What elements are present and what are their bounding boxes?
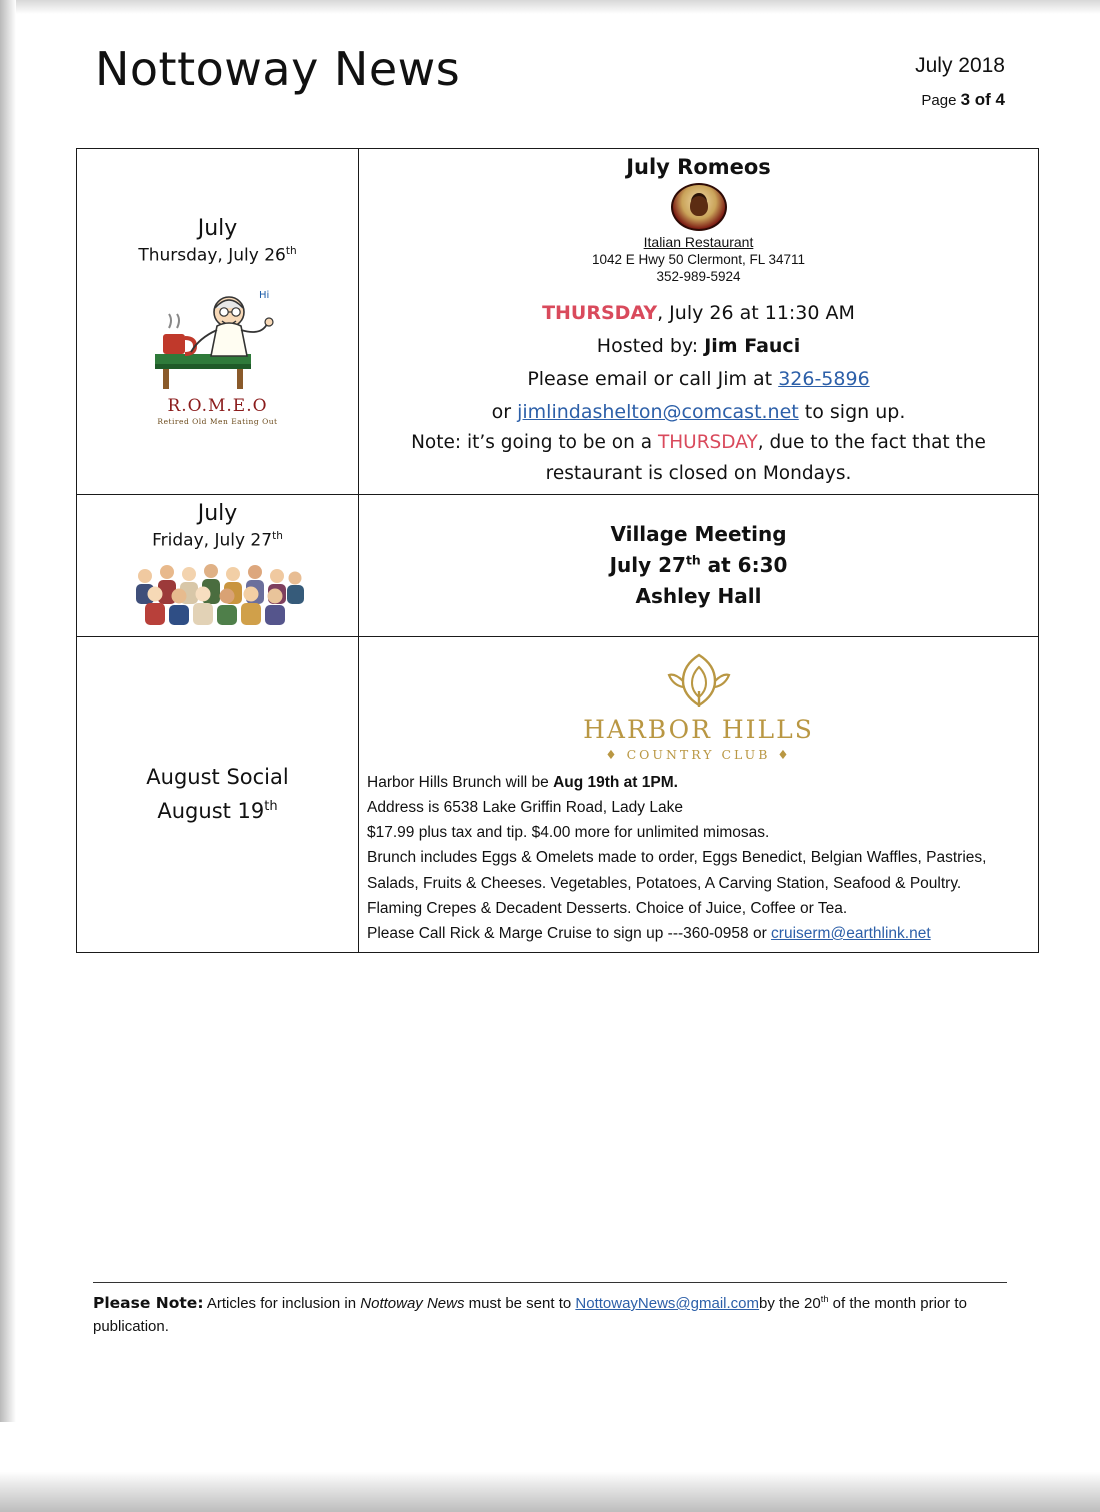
footer-italic-title: Nottoway News [360, 1295, 465, 1312]
harbor-hills-name: HARBOR HILLS [583, 715, 814, 745]
contact-text: Please email or call Jim at [527, 367, 773, 390]
harbor-hills-line [367, 770, 1030, 795]
table-row [77, 149, 1039, 495]
row2-day [85, 530, 350, 551]
row1-day-text: Thursday, July 26 [138, 246, 286, 267]
page-footer [93, 1282, 1007, 1339]
harbor-hills-details [367, 770, 1030, 946]
row2-content-cell [359, 494, 1039, 637]
contact-phone-link[interactable]: 326-5896 [778, 367, 870, 390]
restaurant-address: 1042 E Hwy 50 Clermont, FL 34711 [591, 252, 806, 267]
crowd-of-people-icon [123, 556, 313, 628]
village-date-suffix: th [685, 552, 701, 568]
restaurant-phone: 352-989-5924 [656, 269, 741, 284]
restaurant-name: Italian Restaurant [643, 234, 754, 250]
issue-info [915, 54, 1005, 110]
august-social-title: August Social [146, 764, 289, 789]
note-highlight: THURSDAY [657, 431, 758, 453]
laurel-wreath-icon [662, 647, 736, 713]
romeo-cartoon-icon [133, 276, 303, 396]
host-label: Hosted by: [596, 334, 699, 357]
note-text-1: Note: it’s going to be on a [411, 431, 653, 453]
row1-content-cell [359, 149, 1039, 495]
romeos-contact-email-line [367, 399, 1030, 426]
romeos-host-line [367, 333, 1030, 360]
romeo-acronym-expansion: Retired Old Men Eating Out [157, 417, 278, 427]
row2-day-suffix: th [272, 529, 283, 542]
contact-email-link[interactable]: jimlindashelton@comcast.net [517, 400, 799, 423]
scan-edge-left [0, 0, 16, 1512]
svg-text:Hi: Hi [258, 290, 269, 302]
harbor-hills-line [367, 845, 1030, 870]
restaurant-logo-icon [671, 183, 727, 231]
page-number [915, 90, 1005, 110]
row1-date-cell [77, 149, 359, 495]
host-name: Jim Fauci [704, 334, 801, 357]
table-row [77, 494, 1039, 637]
events-table [76, 148, 1039, 953]
harbor-hills-email-link[interactable]: cruiserm@earthlink.net [771, 924, 931, 942]
page-number-value: 3 of 4 [960, 90, 1005, 109]
contact-text-2: to sign up. [804, 400, 906, 423]
romeos-title: July Romeos [626, 155, 771, 179]
footer-sup: th [820, 1294, 829, 1304]
romeos-contact-phone-line [367, 366, 1030, 393]
village-meeting-location: Ashley Hall [635, 583, 762, 608]
harbor-hills-text: Address is 6538 Lake Griffin Road, Lady Lake [367, 799, 683, 817]
row2-day-text: Friday, July 27 [152, 530, 273, 551]
masthead-title: Nottoway News [95, 42, 461, 96]
note-text-2: , due to the fact that the [757, 431, 986, 453]
harbor-hills-text: Flaming Crepes & Decadent Desserts. Choice of Juice, Coffee or Tea. [367, 899, 848, 917]
harbor-hills-text: Please Call Rick & Marge Cruise to sign up ---360-0958 or [367, 924, 772, 942]
footer-email-link[interactable]: NottowayNews@gmail.com [575, 1295, 760, 1312]
harbor-hills-text: Salads, Fruits & Cheeses. Vegetables, Potatoes, A Carving Station, Seafood & Poultry. [367, 874, 962, 892]
footer-text-2: must be sent to [468, 1295, 572, 1312]
august-social-date-suffix: th [264, 798, 278, 814]
footer-text-3: by the 20 [759, 1295, 821, 1312]
romeo-acronym: R.O.M.E.O [167, 396, 268, 417]
august-social-date-text: August 19 [157, 798, 265, 823]
footer-divider [93, 1282, 1007, 1283]
harbor-hills-subtitle: ♦ COUNTRY CLUB ♦ [605, 747, 792, 763]
row1-day [85, 245, 350, 266]
romeos-when-day: THURSDAY [542, 302, 658, 324]
page-label: Page [921, 92, 957, 109]
footer-note [93, 1291, 1007, 1339]
footer-text-1: Articles for inclusion in [206, 1295, 357, 1312]
issue-date: July 2018 [915, 54, 1005, 77]
row1-day-suffix: th [285, 245, 297, 258]
scan-edge-bottom [0, 1422, 1100, 1512]
scan-edge-top [0, 0, 1100, 14]
footer-text-4: of the month prior to publication. [93, 1295, 967, 1336]
harbor-hills-line [367, 795, 1030, 820]
village-date: July 27 [609, 552, 686, 577]
romeos-note-line-1 [367, 430, 1030, 457]
harbor-hills-text: Brunch includes Eggs & Omelets made to order, Eggs Benedict, Belgian Waffles, Pastries, [367, 849, 987, 867]
harbor-hills-text: Harbor Hills Brunch will be [367, 774, 554, 792]
table-row [77, 637, 1039, 953]
harbor-hills-logo [367, 647, 1030, 762]
harbor-hills-text: Aug 19th at 1PM. [553, 774, 678, 792]
harbor-hills-line [367, 820, 1030, 845]
page-header [95, 42, 1005, 122]
row3-date-cell [77, 637, 359, 953]
romeos-note-line-2: restaurant is closed on Mondays. [545, 462, 852, 484]
row2-month: July [197, 500, 238, 526]
harbor-hills-line [367, 921, 1030, 946]
harbor-hills-line [367, 896, 1030, 921]
row1-month: July [197, 216, 238, 242]
village-meeting-title: Village Meeting [610, 521, 787, 546]
august-social-label [85, 761, 350, 828]
row2-date-cell [77, 494, 359, 637]
harbor-hills-line [367, 871, 1030, 896]
harbor-hills-text: $17.99 plus tax and tip. $4.00 more for unlimited mimosas. [367, 824, 770, 842]
contact-or: or [491, 400, 512, 423]
village-time: at 6:30 [700, 552, 788, 577]
row3-content-cell [359, 637, 1039, 953]
village-meeting-datetime [367, 550, 1030, 581]
footer-please-note: Please Note: [93, 1294, 204, 1312]
romeos-when-line [367, 300, 1030, 327]
august-social-date [85, 795, 350, 829]
romeos-when-rest: , July 26 at 11:30 AM [657, 302, 855, 324]
